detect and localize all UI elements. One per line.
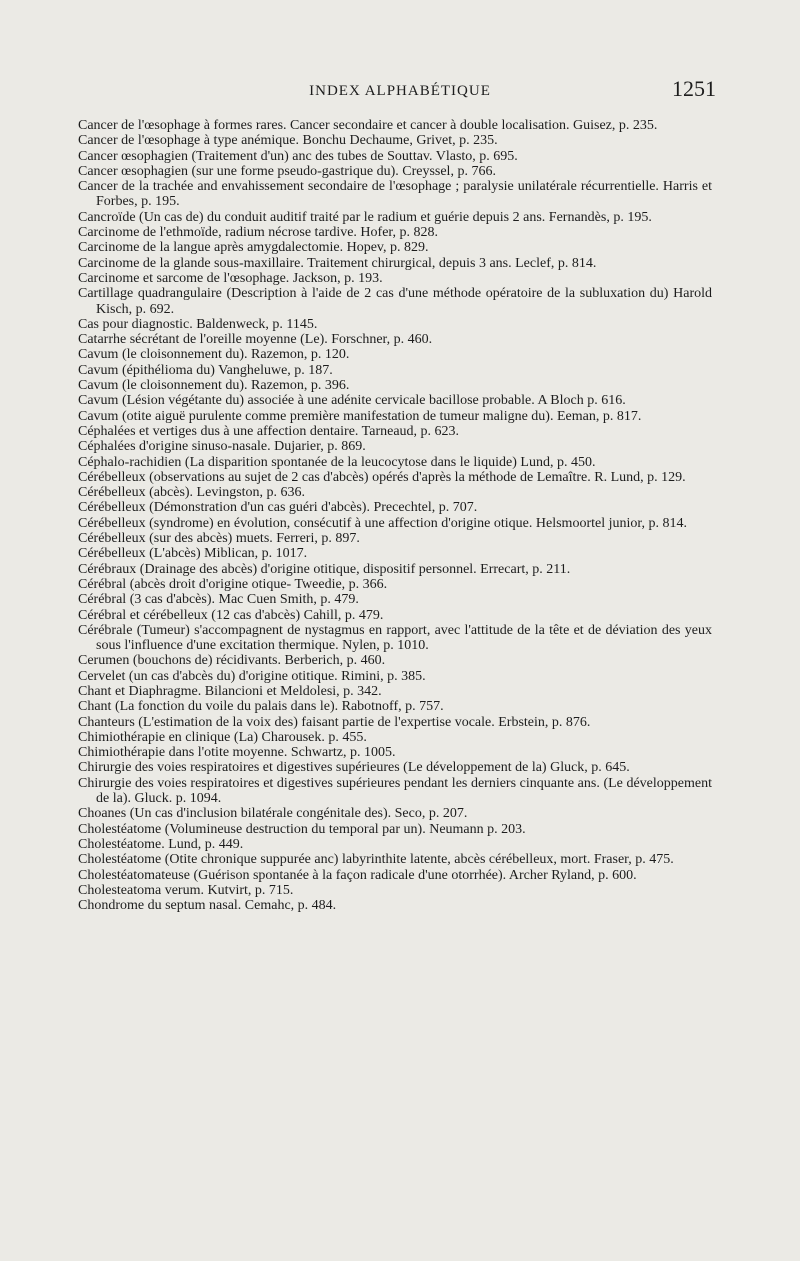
index-entry: Chant et Diaphragme. Bilancioni et Meldolesi, p. 342.: [78, 683, 382, 699]
index-entry: Céphalo-rachidien (La disparition spontanée de la leucocytose dans le liquide) Lund, p. 450.: [78, 454, 596, 470]
index-entry: Carcinome de l'ethmoïde, radium nécrose tardive. Hofer, p. 828.: [78, 225, 439, 241]
index-entry: Cas pour diagnostic. Baldenweck, p. 1145.: [78, 316, 318, 332]
index-entry: Cholestéatome (Otite chronique suppurée anc) labyrinthite latente, abcès cérébelleux, mort. Fraser, p. 475.: [78, 852, 674, 868]
index-entry: Cancer de l'œsophage à formes rares. Cancer secondaire et cancer à double localisation. Guisez, p. 235.: [78, 118, 658, 133]
index-entry: Cavum (épithélioma du) Vangheluwe, p. 187.: [78, 362, 333, 378]
index-entry: Cérébraux (Drainage des abcès) d'origine otitique, dispositif personnel. Errecart, p. 211.: [78, 561, 571, 577]
index-entry: Carcinome et sarcome de l'œsophage. Jackson, p. 193.: [78, 270, 383, 286]
index-entry: Cérébelleux (abcès). Levingston, p. 636.: [78, 485, 306, 501]
index-entry: Cervelet (un cas d'abcès du) d'origine otitique. Rimini, p. 385.: [78, 668, 426, 684]
index-entry: Cholesteatoma verum. Kutvirt, p. 715.: [78, 882, 294, 898]
index-entry: Cholestéatome (Volumineuse destruction du temporal par un). Neumann p. 203.: [78, 821, 526, 837]
index-entry: Chimiothérapie en clinique (La) Charousek. p. 455.: [78, 729, 367, 745]
index-entry: Cérébelleux (syndrome) en évolution, consécutif à une affection d'origine otique. Helsmoortel junior, p. 814.: [78, 515, 687, 531]
index-entry: Chirurgie des voies respiratoires et digestives supérieures pendant les derniers cinquante ans. (Le développement de la). Gluck. p. 1094.: [78, 775, 712, 807]
index-entry: Carcinome de la langue après amygdalectomie. Hopev, p. 829.: [78, 240, 429, 256]
index-entry: Cérébelleux (Démonstration d'un cas guéri d'abcès). Precechtel, p. 707.: [78, 500, 478, 516]
index-entry: Catarrhe sécrétant de l'oreille moyenne (Le). Forschner, p. 460.: [78, 332, 433, 348]
index-entry: Chanteurs (L'estimation de la voix des) faisant partie de l'expertise vocale. Erbstein, p. 876.: [78, 714, 591, 730]
index-entry: Cartillage quadrangulaire (Description à l'aide de 2 cas d'une méthode opératoire de la subluxation du) Harold Kisch, p. 692.: [78, 286, 712, 317]
index-entry: Céphalées d'origine sinuso-nasale. Dujarier, p. 869.: [78, 439, 366, 455]
index-entry: Céphalées et vertiges dus à une affection dentaire. Tarneaud, p. 623.: [78, 423, 460, 439]
running-header-title: INDEX ALPHABÉTIQUE: [309, 83, 491, 99]
index-entry: Cholestéatome. Lund, p. 449.: [78, 836, 244, 852]
index-entry: Chondrome du septum nasal. Cemahc, p. 484.: [78, 898, 337, 914]
index-entry: Cancer de la trachée and envahissement secondaire de l'œsophage ; paralysie unilatérale récurrentielle. Harris et Forbes, p. 195.: [78, 179, 712, 210]
index-entry: Chant (La fonction du voile du palais dans le). Rabotnoff, p. 757.: [78, 699, 444, 715]
index-entry: Chirurgie des voies respiratoires et digestives supérieures (Le développement de la) Gluck, p. 645.: [78, 760, 630, 776]
index-entry: Cancer de l'œsophage à type anémique. Bonchu Dechaume, Grivet, p. 235.: [78, 133, 498, 149]
index-entry: Cérébelleux (L'abcès) Miblican, p. 1017.: [78, 546, 308, 562]
index-entry: Cancer œsophagien (Traitement d'un) anc des tubes de Souttav. Vlasto, p. 695.: [78, 148, 518, 164]
index-entry-list: [78, 118, 712, 913]
index-entry: Cérébrale (Tumeur) s'accompagnent de nystagmus en rapport, avec l'attitude de la tête et de déviation des yeux sous l'influence d'une excitation thermique. Nylen, p. 1010.: [78, 622, 712, 654]
index-entry: Choanes (Un cas d'inclusion bilatérale congénitale des). Seco, p. 207.: [78, 806, 468, 822]
index-entry: Cérébral (3 cas d'abcès). Mac Cuen Smith, p. 479.: [78, 592, 359, 608]
index-entry: Cérébral et cérébelleux (12 cas d'abcès) Cahill, p. 479.: [78, 607, 384, 623]
index-entry: Carcinome de la glande sous-maxillaire. Traitement chirurgical, depuis 3 ans. Leclef, p. 814.: [78, 255, 597, 271]
index-entry: Cérébelleux (sur des abcès) muets. Ferreri, p. 897.: [78, 531, 360, 547]
index-entry: Cavum (Lésion végétante du) associée à une adénite cervicale bacillose probable. A Bloch p. 616.: [78, 393, 626, 409]
page-number: 1251: [672, 76, 716, 101]
index-entry: Cancroïde (Un cas de) du conduit auditif traité par le radium et guérie depuis 2 ans. Fernandès, p. 195.: [78, 209, 652, 225]
index-entry: Cavum (le cloisonnement du). Razemon, p. 120.: [78, 347, 350, 363]
index-entry: Cérébral (abcès droit d'origine otique- Tweedie, p. 366.: [78, 576, 388, 592]
index-entry: Cavum (le cloisonnement du). Razemon, p. 396.: [78, 378, 350, 394]
index-entry: Cancer œsophagien (sur une forme pseudo-gastrique du). Creyssel, p. 766.: [78, 163, 496, 179]
index-entry: Cavum (otite aiguë purulente comme première manifestation de tumeur maligne du). Eeman, p. 817.: [78, 408, 642, 424]
index-entry: Cholestéatomateuse (Guérison spontanée à la façon radicale d'une otorrhée). Archer Ryland, p. 600.: [78, 867, 637, 883]
index-entry: Cerumen (bouchons de) récidivants. Berberich, p. 460.: [78, 653, 386, 669]
index-entry: Cérébelleux (observations au sujet de 2 cas d'abcès) opérés d'après la méthode de Lemaître. R. Lund, p. 129.: [78, 469, 686, 485]
index-entry: Chimiothérapie dans l'otite moyenne. Schwartz, p. 1005.: [78, 745, 396, 761]
